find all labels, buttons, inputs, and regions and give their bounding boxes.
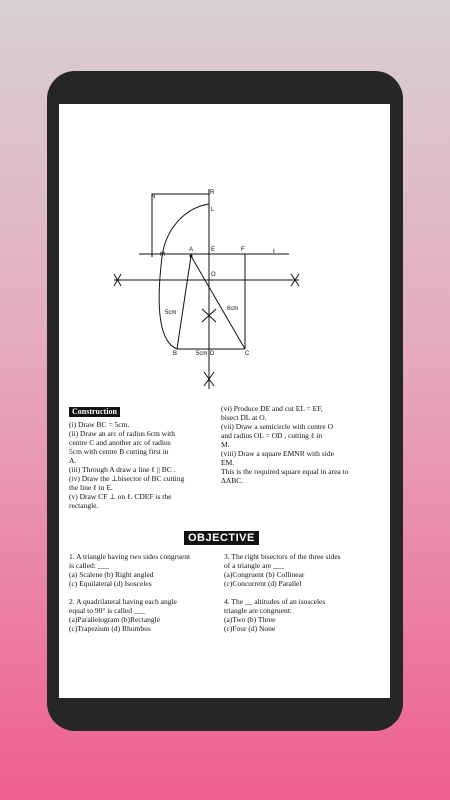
label-r: R — [210, 190, 215, 196]
question-1: 1. A triangle having two sides congruent is called: ___ (a) Scalene (b) Right angled (c) Equilateral (d) Isosceles — [69, 552, 191, 588]
document-page — [59, 104, 390, 698]
construction-title: Construction — [69, 407, 120, 417]
label-l: L — [211, 207, 215, 213]
arc-left — [159, 257, 177, 349]
label-5cm: 5cm — [165, 310, 177, 316]
label-e: E — [211, 247, 216, 253]
label-o: O — [211, 272, 216, 278]
label-line-l: ℓ — [273, 249, 275, 255]
label-b: B — [173, 351, 178, 357]
question-2: 2. A quadrilateral having each angle equal to 90° is called ___ (a)Parallelogram (b)Rectangle (c)Trapezium (d) Rhombus — [69, 597, 177, 633]
label-c: C — [245, 351, 250, 357]
label-n: N — [151, 194, 156, 200]
square-emnr — [152, 194, 209, 257]
question-3: 3. The right bisectors of the three sides of a triangle are ___ (a)Congruent (b) Collinear (c)Concurrent (d) Parallel — [224, 552, 341, 588]
side-ac — [191, 256, 245, 349]
label-base: 5cm — [196, 351, 208, 357]
label-m: M — [160, 252, 165, 258]
label-d: D — [210, 351, 215, 357]
construction-figure — [59, 104, 390, 404]
side-ab — [177, 256, 191, 349]
construction-steps-right: (vi) Produce DE and cut EL = EF, bisect DL at O. (vii) Draw a semicircle with centre O and radius OL = OD , cutting ℓ in M. (viii) Draw a square EMNR with side EM. This is the required square equal in area to ΔABC. — [221, 404, 349, 485]
label-6cm: 6cm — [227, 306, 239, 312]
label-f: F — [241, 247, 245, 253]
construction-steps-left: (i) Draw BC = 5cm. (ii) Draw an arc of radius 6cm with centre C and another arc of radius 5cm with centre B cutting first in A. (iii) Through A draw a line ℓ || BC . (iv) Draw the ⊥bisector of BC cutting the line ℓ in E. (v) Draw CF ⊥ on ℓ. CDEF is the rectangle. — [69, 420, 185, 510]
question-4: 4. The __ altitudes of an isosceles triangle are congruent: (a)Two (b) Three (c)Four (d) None — [224, 597, 326, 633]
objective-title: OBJECTIVE — [184, 531, 259, 545]
label-a: A — [189, 247, 194, 253]
point-a — [190, 255, 193, 258]
semicircle — [162, 204, 209, 257]
